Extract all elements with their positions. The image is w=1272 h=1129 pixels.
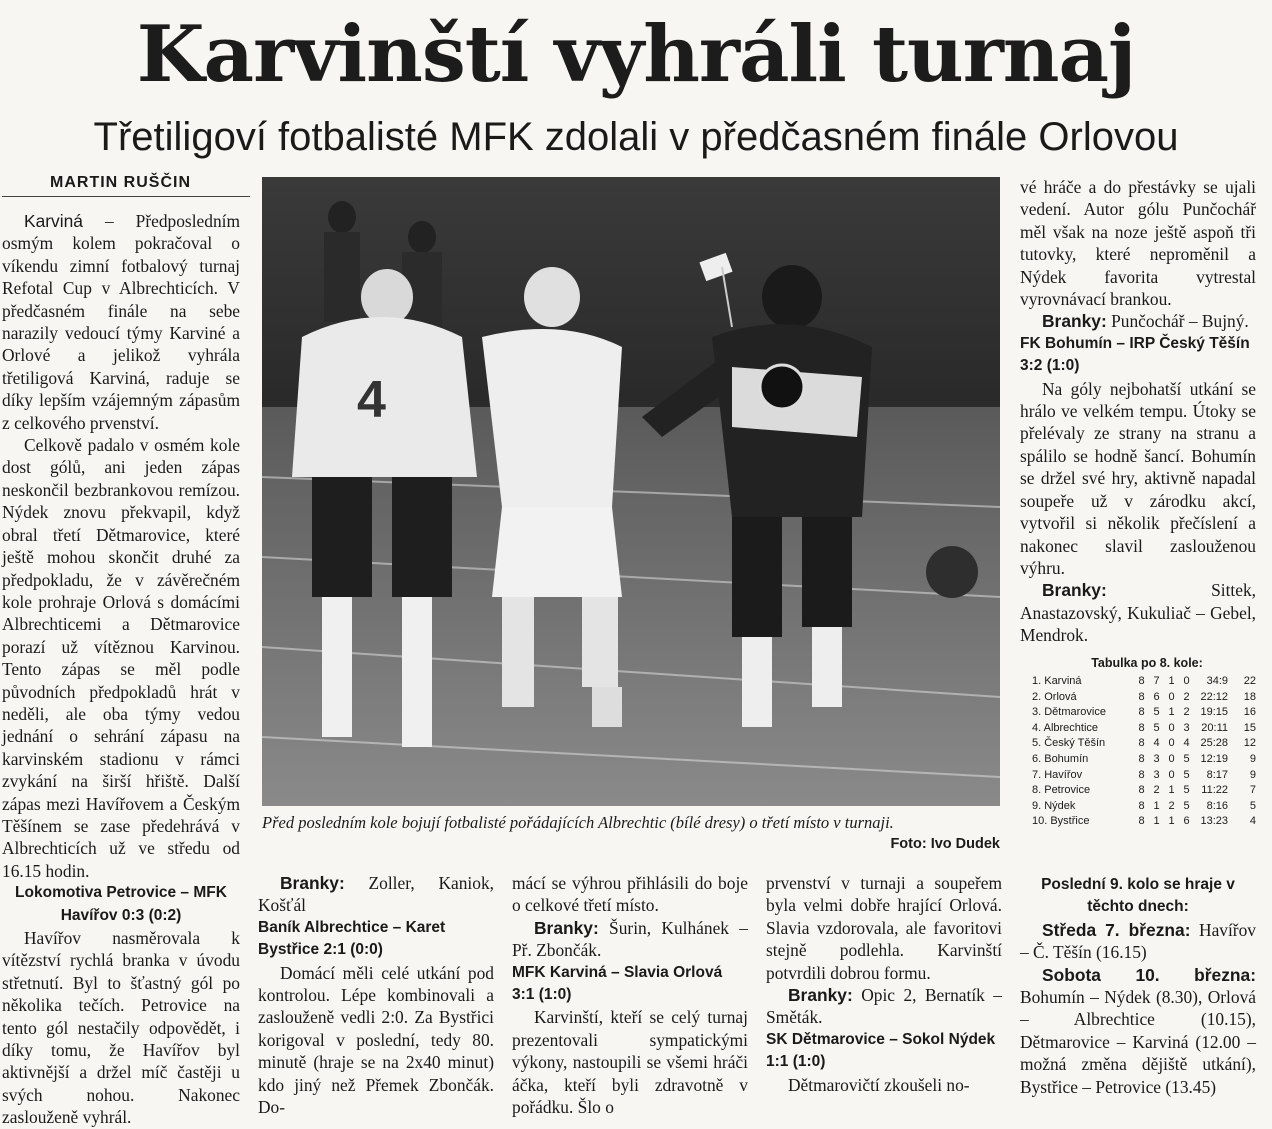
- standings-points: 9: [1249, 752, 1256, 765]
- standings-points: 7: [1249, 784, 1256, 797]
- schedule-box: [1020, 874, 1256, 1098]
- article-column-1: [2, 210, 240, 1129]
- schedule-saturday: Sobota 10. března: Bohumín – Nýdek (8.30), Orlová – Albrechtice (10.15), Dětmarovice – Karviná (12.00 – možná změna dějiště utkání), Bystřice – Petrovice (13.45): [1020, 964, 1256, 1097]
- standings-row: [1028, 768, 1260, 784]
- standings-wins: 5: [1153, 706, 1160, 719]
- standings-wins: 1: [1153, 799, 1160, 812]
- standings-losses: 6: [1183, 815, 1190, 828]
- standings-played: 8: [1138, 784, 1145, 797]
- standings-losses: 2: [1183, 706, 1190, 719]
- standings-losses: 5: [1183, 768, 1190, 781]
- standings-score: 20:11: [1201, 721, 1228, 734]
- standings-rank-team: 4. Albrechtice: [1032, 721, 1099, 734]
- standings-played: 8: [1138, 721, 1145, 734]
- standings-wins: 7: [1153, 675, 1160, 687]
- match-heading: SK Dětmarovice – Sokol Nýdek 1:1 (1:0): [766, 1030, 996, 1071]
- standings-score: 19:15: [1200, 706, 1228, 719]
- byline: MARTIN RUŠČIN: [50, 174, 191, 191]
- photo-credit: Foto: Ivo Dudek: [890, 836, 1000, 852]
- standings-score: 8:16: [1206, 799, 1228, 812]
- standings-score: 13:23: [1200, 815, 1228, 828]
- article-column-b2: [512, 872, 748, 1118]
- article-column-b3: [766, 872, 1002, 1096]
- schedule-heading: Poslední 9. kolo se hraje v těchto dnech:: [1041, 876, 1235, 916]
- article-column-b1: [258, 872, 494, 1118]
- standings-draws: 1: [1168, 815, 1175, 828]
- paragraph: Celkově padalo v osmém kole dost gólů, ani jeden zápas neskončil bezbrankovou remízou. Nýdek znovu překvapil, když obral třetí Dětmarovice, které ještě mohou skončit druhé za předpokladu, že v závěrečném kole prohraje Orlová s domácími Albrechticemi a Dětmarovice porazí už vítěznou Karvinou. Tento zápas se měl podle původních předpokladů hrát v neděli, ale oba týmy vedou jednání o sehrání zápasu na karvinském stadionu v rámci zvykání na širší hřiště. Další zápas mezi Havířovem a Českým Těšínem se zase předehrává v Albrechticích už ve středu od 16.15 hodin.: [2, 435, 240, 881]
- standings-losses: 2: [1183, 690, 1190, 703]
- standings-played: 8: [1138, 768, 1145, 781]
- standings-wins: 3: [1153, 768, 1160, 781]
- standings-row: [1028, 705, 1260, 721]
- standings-row: [1028, 799, 1260, 815]
- standings-draws: 0: [1168, 768, 1175, 781]
- standings-rank-team: 6. Bohumín: [1032, 752, 1089, 765]
- subheadline: Třetiligoví fotbalisté MFK zdolali v předčasném finále Orlovou: [93, 115, 1179, 159]
- standings-played: 8: [1138, 690, 1145, 703]
- standings-rank-team: 2. Orlová: [1032, 690, 1077, 703]
- standings-played: 8: [1138, 799, 1145, 812]
- standings-losses: 5: [1183, 784, 1190, 797]
- standings-draws: 1: [1168, 706, 1175, 719]
- standings-points: 12: [1243, 737, 1256, 750]
- standings-score: 25:28: [1200, 737, 1228, 750]
- standings-points: 9: [1249, 768, 1256, 781]
- standings-wins: 6: [1153, 690, 1160, 703]
- paragraph: mácí se výhrou přihlásili do boje o celkové třetí místo.: [512, 873, 748, 916]
- standings-points: 16: [1243, 706, 1256, 719]
- schedule-wednesday: Středa 7. března: Havířov – Č. Těšín (16.15): [1020, 919, 1256, 963]
- standings-played: 8: [1138, 675, 1145, 687]
- standings-draws: 0: [1168, 690, 1175, 703]
- standings-score: 22:12: [1200, 690, 1228, 703]
- svg-text:4: 4: [357, 371, 386, 429]
- standings-draws: 1: [1168, 675, 1175, 687]
- standings-grid: [1028, 674, 1260, 830]
- standings-draws: 0: [1168, 737, 1175, 750]
- standings-played: 8: [1138, 737, 1145, 750]
- standings-wins: 1: [1153, 815, 1160, 828]
- standings-played: 8: [1138, 815, 1145, 828]
- goals-line: Branky: Zoller, Kaniok, Košťál: [258, 873, 494, 916]
- standings-wins: 3: [1153, 752, 1160, 765]
- standings-points: 15: [1243, 721, 1256, 734]
- photo-caption: Před posledním kole bojují fotbalisté pořádajících Albrechtic (bílé dresy) o třetí místo v turnaji.: [262, 813, 894, 832]
- headline: Karvinští vyhráli turnaj: [136, 9, 1136, 100]
- standings-wins: 5: [1153, 721, 1160, 734]
- match-heading: Lokomotiva Petrovice – MFK Havířov 0:3 (0:2): [15, 884, 227, 924]
- standings-row: [1028, 721, 1260, 737]
- standings-rank-team: 10. Bystřice: [1032, 815, 1090, 828]
- standings-wins: 4: [1153, 737, 1160, 750]
- standings-rank-team: 9. Nýdek: [1032, 799, 1076, 812]
- standings-draws: 2: [1168, 799, 1175, 812]
- paragraph: prvenství v turnaji a soupeřem byla velmi dobře hrající Orlová. Slavia vzdorovala, ale favoritovi stejně podlehla. Karvinští potvrdili dobrou formu.: [766, 873, 1002, 983]
- standings-score: 34:9: [1206, 675, 1228, 687]
- standings-row: [1028, 690, 1260, 706]
- standings-points: 5: [1249, 799, 1256, 812]
- lead-paragraph: Karviná – Předposledním osmým kolem pokračoval o víkendu zimní fotbalový turnaj Refotal Cup v Albrechticích. V předčasném finále na sebe narazily vedoucí týmy Karviné a Orlové a jelikož vyhrála třetiligová Karviná, raduje se díky lepším vzájemným zápasům z celkového prvenství.: [2, 211, 240, 433]
- standings-losses: 5: [1183, 752, 1190, 765]
- standings-row: [1028, 752, 1260, 768]
- byline-rule: [2, 196, 250, 197]
- match-heading: MFK Karviná – Slavia Orlová 3:1 (1:0): [512, 963, 723, 1004]
- paragraph: vé hráče a do přestávky se ujali vedení. Autor gólu Punčochář měl však na noze ještě aspoň tři tutovky, které neproměnil a Nýdek favorita vytrestal vyrovnávací brankou.: [1020, 177, 1256, 310]
- standings-played: 8: [1138, 706, 1145, 719]
- goals-line: Branky: Punčochář – Bujný.: [1042, 311, 1249, 332]
- standings-score: 12:19: [1200, 752, 1228, 765]
- paragraph: Dětmarovičtí zkoušeli no-: [788, 1074, 970, 1095]
- standings-played: 8: [1138, 752, 1145, 765]
- standings-rank-team: 8. Petrovice: [1032, 784, 1091, 797]
- goals-line: Branky: Opic 2, Bernatík – Směták.: [766, 985, 1002, 1028]
- standings-score: 8:17: [1206, 768, 1228, 781]
- standings-rank-team: 1. Karviná: [1032, 675, 1082, 687]
- standings-score: 11:22: [1201, 784, 1228, 797]
- standings-draws: 0: [1168, 752, 1175, 765]
- standings-rank-team: 5. Český Těšín: [1032, 737, 1106, 750]
- paragraph: Na góly nejbohatší utkání se hrálo ve velkém tempu. Útoky se přelévaly ze strany na stranu a spálilo se hodně šancí. Bohumín se držel své hry, aktivně napadal soupeře už v zárodku akcí, vytvořil si několik přečíslení a nakonec slavil zaslouženou výhru.: [1020, 378, 1256, 578]
- standings-rank-team: 3. Dětmarovice: [1032, 706, 1106, 719]
- standings-points: 18: [1243, 690, 1256, 703]
- standings-losses: 5: [1183, 799, 1190, 812]
- paragraph: Domácí měli celé utkání pod kontrolou. Lépe kombinovali a zaslouženě vedli 2:0. Za Bystřici korigoval v poslední, tedy 80. minutě (hraje se na 2x40 minut) kdo jiný než Přemek Zbončák. Do-: [258, 962, 494, 1118]
- standings-title: Tabulka po 8. kole:: [1091, 656, 1203, 670]
- paragraph: Karvinští, kteří se celý turnaj prezentovali sympatickými výkony, nastoupili se všemi hráči áčka, kteří byli zdravotně v pořádku. Šlo o: [512, 1007, 748, 1118]
- dateline: Karviná: [24, 211, 83, 231]
- standings-row: [1028, 814, 1260, 830]
- match-heading: Baník Albrechtice – Karet Bystřice 2:1 (0:0): [258, 918, 446, 959]
- standings-losses: 4: [1183, 737, 1190, 750]
- goals-line: Branky: Sittek, Anastazovský, Kukuliač – Gebel, Mendrok.: [1020, 580, 1256, 646]
- standings-losses: 3: [1183, 721, 1190, 734]
- standings-table: [1028, 654, 1260, 830]
- standings-losses: 0: [1183, 675, 1190, 687]
- paragraph: Havířov nasměrovala k vítězství rychlá branka v úvodu střetnutí. Byl to šťastný gól po několika tečích. Petrovice na tento gól nestačily odpovědět, i díky tomu, že Havířov byl aktivnější a držel míč častěji u svých nohou. Nakonec zaslouženě vyhrál.: [2, 928, 240, 1128]
- article-column-right: [1020, 176, 1256, 647]
- football-photo: [262, 177, 1000, 806]
- standings-wins: 2: [1153, 784, 1160, 797]
- match-heading: FK Bohumín – IRP Český Těšín 3:2 (1:0): [1020, 334, 1250, 375]
- standings-row: [1028, 736, 1260, 752]
- standings-row: [1028, 783, 1260, 799]
- standings-row: [1028, 674, 1260, 690]
- standings-points: 22: [1243, 675, 1256, 687]
- goals-line: Branky: Šurin, Kulhánek – Př. Zbončák.: [512, 917, 748, 961]
- standings-rank-team: 7. Havířov: [1032, 768, 1083, 781]
- standings-draws: 0: [1168, 721, 1175, 734]
- standings-draws: 1: [1168, 784, 1175, 797]
- standings-points: 4: [1249, 815, 1256, 828]
